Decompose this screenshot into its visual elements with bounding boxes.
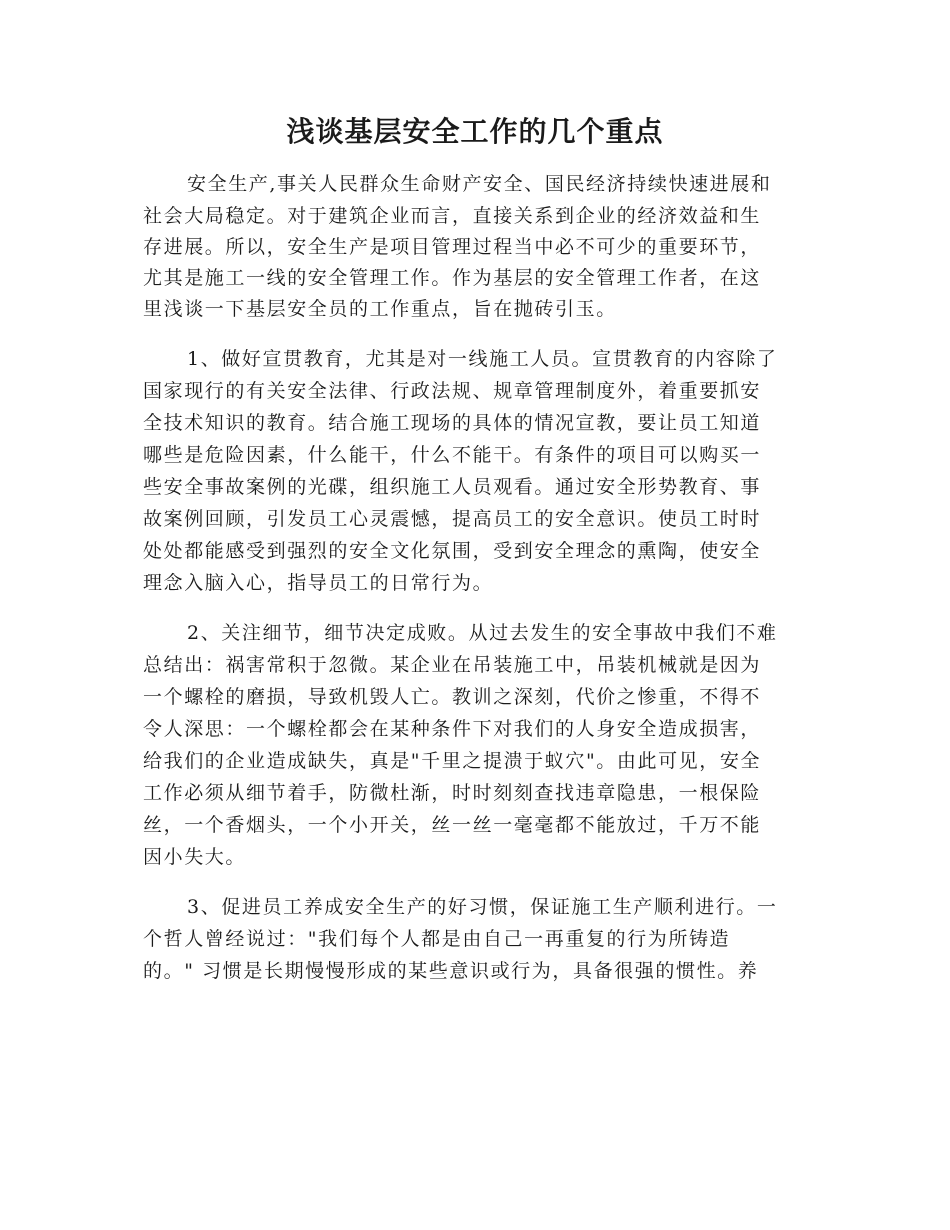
paragraph-3-line-6: 工作必须从细节着手，防微杜渐，时时刻刻查找违章隐患，一根保险: [143, 782, 762, 804]
document-title: 浅谈基层安全工作的几个重点: [286, 115, 664, 148]
paragraph-3-line-3: 一个螺栓的磨损，导致机毁人亡。教训之深刻，代价之惨重，不得不: [143, 686, 762, 708]
paragraph-3-line-1: 2、关注细节，细节决定成败。从过去发生的安全事故中我们不难: [187, 622, 778, 644]
paragraph-3-line-8: 因小失大。: [143, 846, 247, 868]
paragraph-1-line-4: 尤其是施工一线的安全管理工作。作为基层的安全管理工作者，在这: [143, 267, 762, 289]
paragraph-2-line-4: 哪些是危险因素，什么能干，什么不能干。有条件的项目可以购买一: [143, 444, 762, 466]
paragraph-4-line-2: 个哲人曾经说过："我们每个人都是由自己一再重复的行为所铸造: [143, 928, 731, 950]
paragraph-1-line-1: 安全生产,事关人民群众生命财产安全、国民经济持续快速进展和: [187, 173, 772, 195]
paragraph-3-line-5: 给我们的企业造成缺失，真是"千里之提溃于蚁穴"。由此可见，安全: [143, 750, 762, 772]
paragraph-1-line-2: 社会大局稳定。对于建筑企业而言，直接关系到企业的经济效益和生: [143, 205, 762, 227]
paragraph-2-line-2: 国家现行的有关安全法律、行政法规、规章管理制度外，着重要抓安: [143, 380, 762, 402]
paragraph-3-line-7: 丝，一个香烟头，一个小开关，丝一丝一毫毫都不能放过，千万不能: [143, 814, 762, 836]
paragraph-2-line-7: 处处都能感受到强烈的安全文化氛围，受到安全理念的熏陶，使安全: [143, 540, 762, 562]
paragraph-3-line-2: 总结出：祸害常积于忽微。某企业在吊装施工中，吊装机械就是因为: [143, 654, 762, 676]
paragraph-2-line-1: 1、做好宣贯教育，尤其是对一线施工人员。宣贯教育的内容除了: [187, 348, 778, 370]
paragraph-2-line-6: 故案例回顾，引发员工心灵震憾，提高员工的安全意识。使员工时时: [143, 508, 762, 530]
paragraph-3-line-4: 令人深思：一个螺栓都会在某种条件下对我们的人身安全造成损害，: [143, 718, 762, 740]
paragraph-2-line-5: 些安全事故案例的光碟，组织施工人员观看。通过安全形势教育、事: [143, 476, 762, 498]
paragraph-1-line-3: 存进展。所以，安全生产是项目管理过程当中必不可少的重要环节，: [143, 236, 762, 258]
paragraph-1-line-5: 里浅谈一下基层安全员的工作重点，旨在抛砖引玉。: [143, 298, 617, 320]
paragraph-2-line-3: 全技术知识的教育。结合施工现场的具体的情况宣教，要让员工知道: [143, 412, 762, 434]
paragraph-2-line-8: 理念入脑入心，指导员工的日常行为。: [143, 572, 494, 594]
paragraph-4-line-1: 3、促进员工养成安全生产的好习惯，保证施工生产顺利进行。一: [187, 896, 778, 918]
paragraph-4-line-3: 的。" 习惯是长期慢慢形成的某些意识或行为，具备很强的惯性。养: [143, 960, 759, 982]
